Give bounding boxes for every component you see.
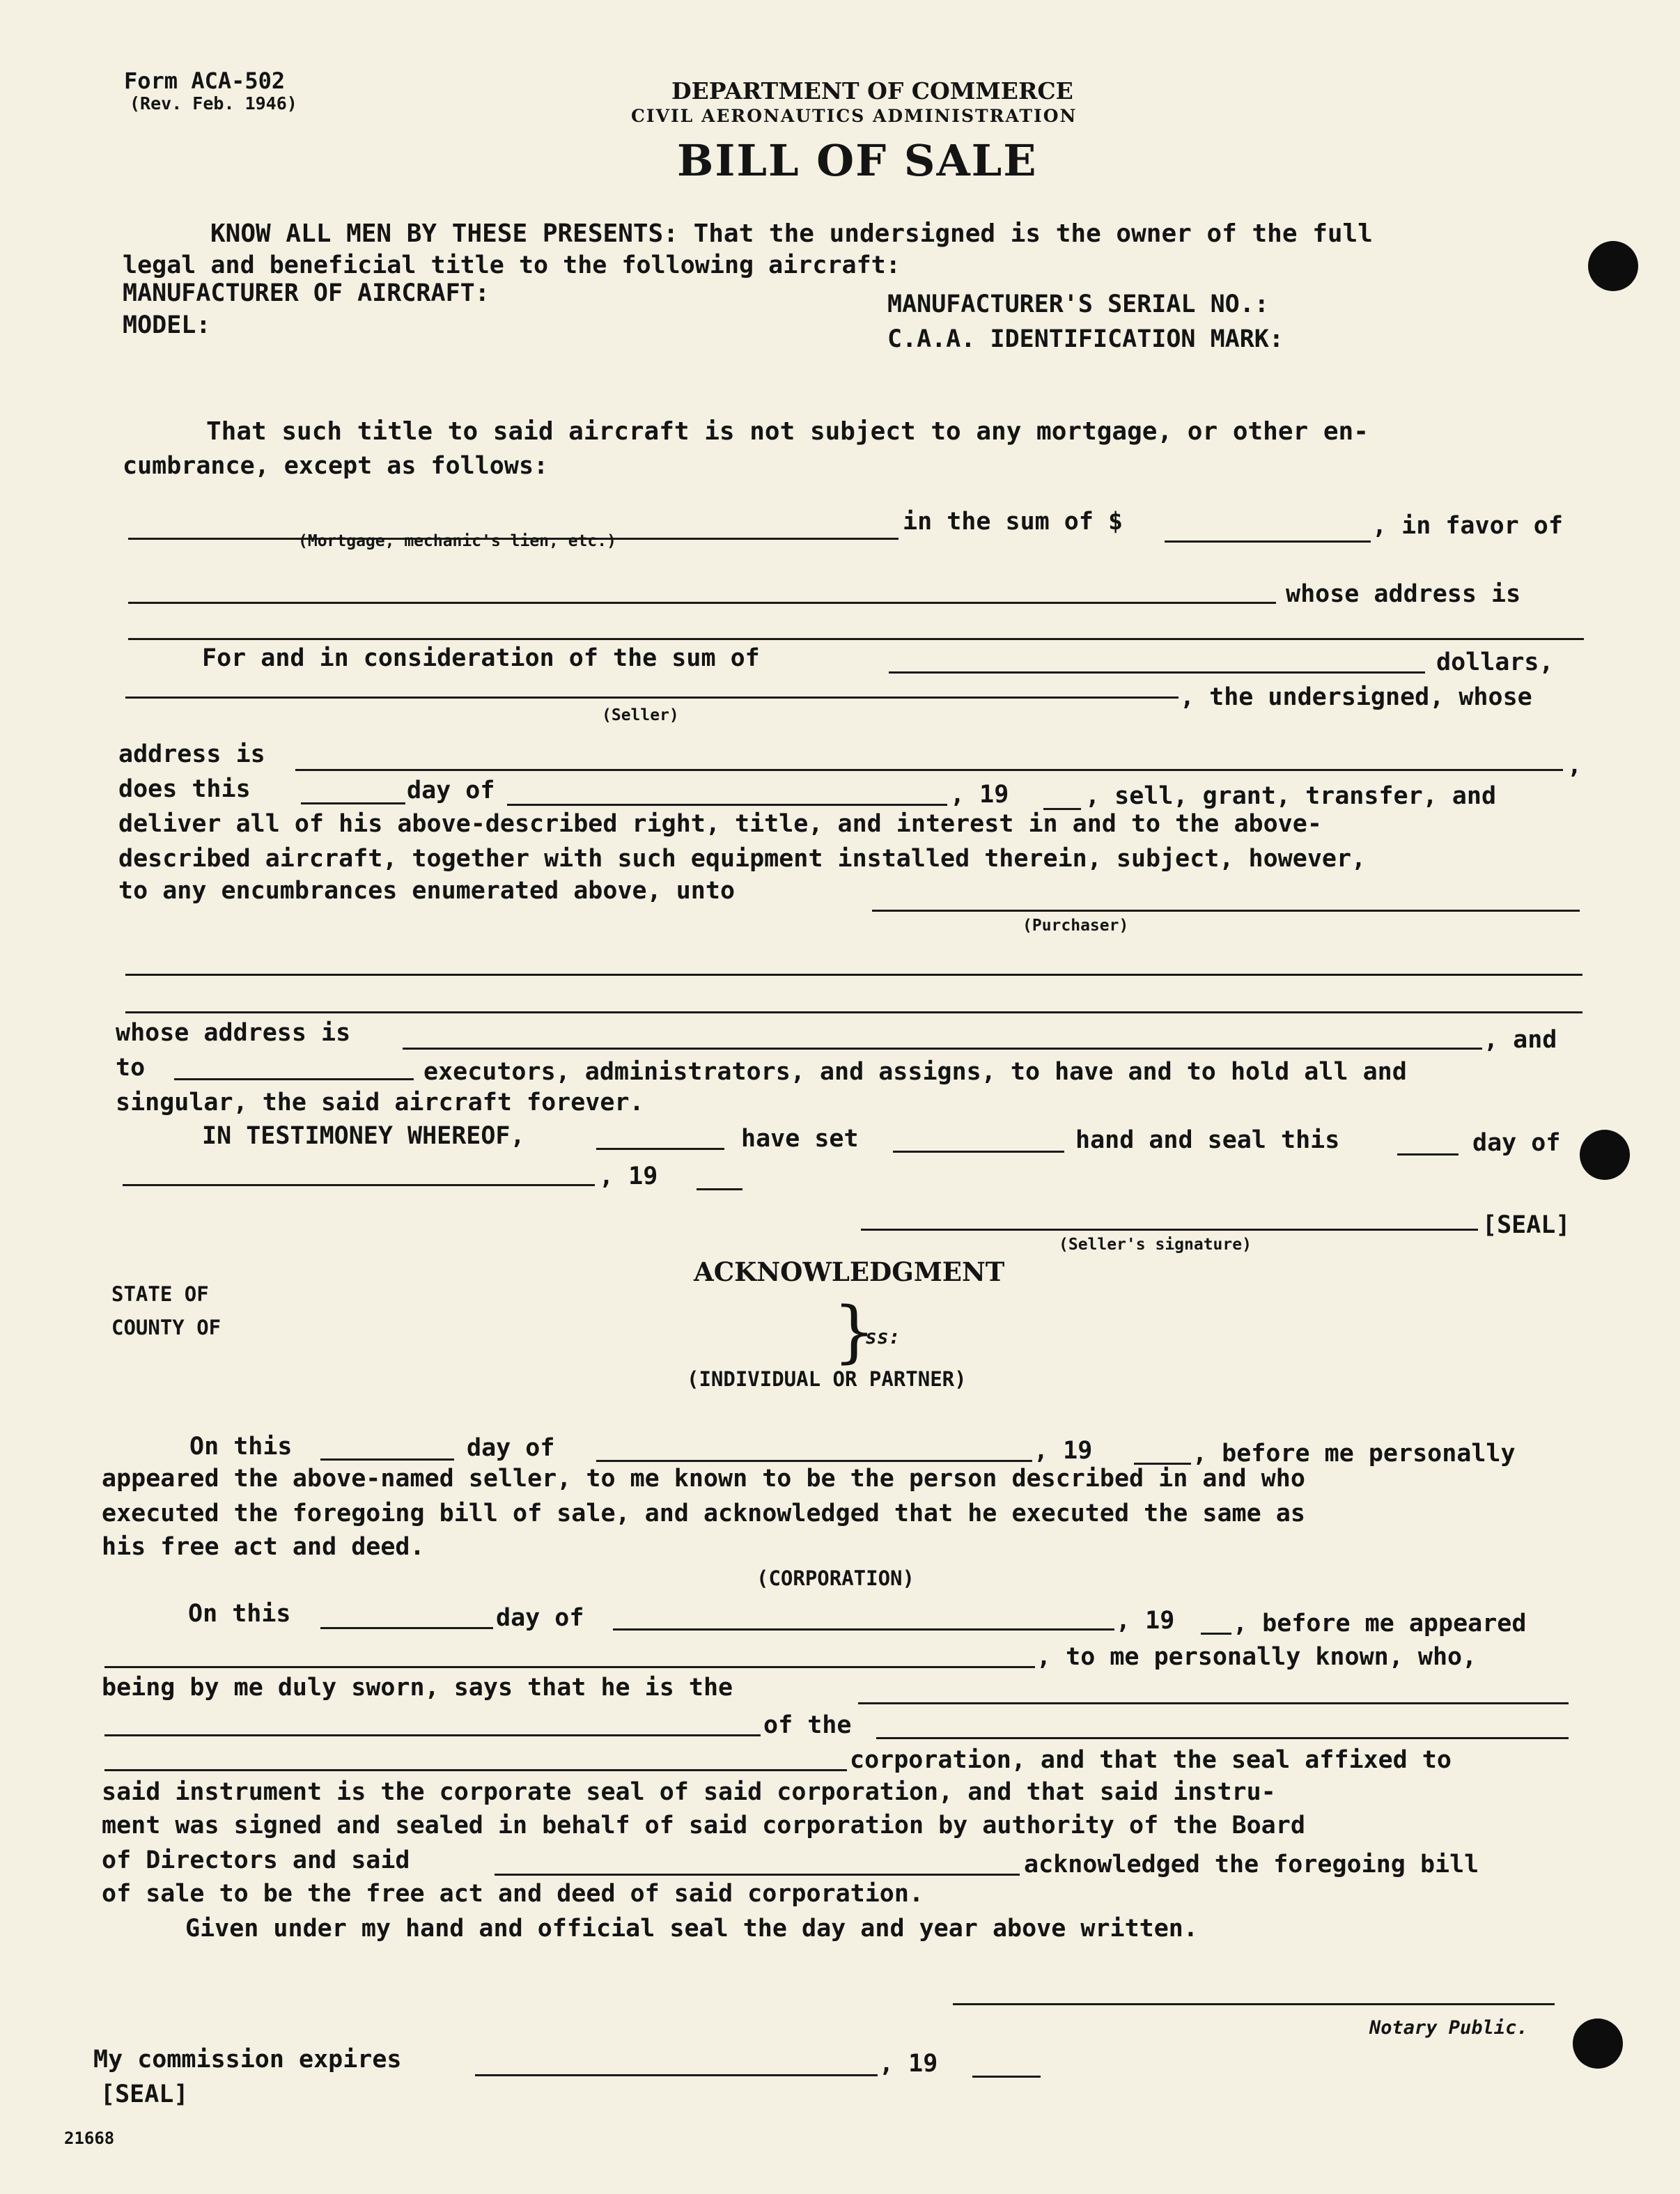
encumbrance-line-1: That such title to said aircraft is not subject to any mortgage, or other en- [206,417,1369,446]
corporation-day-of: day of [496,1604,584,1632]
testimony-day-line[interactable] [1397,1153,1459,1156]
sale-month-line[interactable] [507,804,947,806]
purchaser-caption: (Purchaser) [1022,917,1129,935]
acknowledgment-title: ACKNOWLEDGMENT [694,1257,1005,1287]
testimony-month-line[interactable] [123,1184,595,1186]
individual-line-3: executed the foregoing bill of sale, and acknowledged that he executed the same as [102,1500,1305,1527]
venue-brace: } [833,1293,876,1371]
whose-address-label: whose address is [1286,580,1521,608]
corporate-signer-line[interactable] [495,1874,1020,1876]
individual-year-prefix: , 19 [1034,1437,1093,1465]
encumbrances-line: to any encumbrances enumerated above, unto [118,877,736,905]
lienholder-address-line[interactable] [128,638,1584,640]
testimony-pronoun-line[interactable] [893,1151,1064,1153]
commission-year-prefix: , 19 [879,2050,938,2078]
footer-form-number: 21668 [64,2129,115,2148]
officer-title-line[interactable] [858,1702,1569,1704]
serial-number-label: MANUFACTURER'S SERIAL NO.: [887,290,1269,318]
seller-address-line[interactable] [295,769,1563,771]
testimony-day-of-label: day of [1472,1129,1561,1157]
corporation-line-6: ment was signed and sealed in behalf of said corporation by authority of the Board [102,1812,1305,1839]
to-label: to [116,1054,146,1082]
and-label: , and [1484,1026,1557,1054]
testimony-year-line[interactable] [697,1188,742,1190]
corporation-year-line[interactable] [1201,1633,1231,1635]
mortgage-caption: (Mortgage, mechanic's lien, etc.) [298,532,616,550]
identification-mark-label: C.A.A. IDENTIFICATION MARK: [887,325,1284,353]
individual-heading: (INDIVIDUAL OR PARTNER) [687,1367,967,1391]
sale-day-of-label: day of [407,777,495,804]
corporation-day-line[interactable] [320,1627,493,1629]
corporation-name-line-2[interactable] [104,1769,847,1771]
administration-heading: CIVIL AERONAUTICS ADMINISTRATION [631,106,1078,126]
testimony-year-prefix: , 19 [599,1162,658,1190]
individual-month-line[interactable] [596,1460,1032,1462]
seller-caption: (Seller) [602,706,679,724]
personally-known-label: , to me personally known, who, [1036,1643,1477,1671]
individual-before-me: , before me personally [1192,1440,1516,1468]
punch-hole-middle [1580,1130,1630,1180]
notary-seal-label: [SEAL] [100,2080,189,2108]
individual-day-of: day of [467,1434,555,1462]
corporation-line-8: of sale to be the free act and deed of said corporation. [102,1880,924,1908]
heirs-line[interactable] [174,1078,414,1080]
county-of-label: COUNTY OF [111,1316,221,1339]
singular-line: singular, the said aircraft forever. [116,1089,644,1117]
consideration-label: For and in consideration of the sum of [202,644,760,672]
ss-label: ss: [865,1325,901,1348]
intro-line-1: KNOW ALL MEN BY THESE PRESENTS: That the undersigned is the owner of the full [210,219,1373,248]
page-title: BILL OF SALE [677,135,1038,186]
described-line: described aircraft, together with such equipment installed therein, subject, however, [118,845,1367,873]
dollars-label: dollars, [1436,648,1554,676]
acknowledged-label: acknowledged the foregoing bill [1024,1851,1479,1878]
punch-hole-top [1588,241,1638,291]
individual-day-line[interactable] [320,1458,454,1461]
seller-name-line[interactable] [125,697,1179,699]
form-revision: (Rev. Feb. 1946) [130,93,297,114]
seller-signature-caption: (Seller's signature) [1059,1236,1252,1254]
purchaser-address-line[interactable] [403,1048,1482,1050]
undersigned-label: , the undersigned, whose [1180,683,1532,711]
sell-grant-label: , sell, grant, transfer, and [1085,782,1497,810]
corporation-name-line[interactable] [876,1737,1569,1739]
testimoney-label: IN TESTIMONEY WHEREOF, [202,1122,525,1150]
hand-seal-label: hand and seal this [1075,1126,1340,1154]
corporation-line-5: said instrument is the corporate seal of said corporation, and that said instru- [102,1778,1276,1806]
seller-seal-label: [SEAL] [1482,1211,1571,1239]
sale-year-prefix: , 19 [950,781,1009,809]
sum-label: in the sum of $ [903,508,1123,536]
state-of-label: STATE OF [111,1282,209,1306]
punch-hole-bottom [1573,2018,1623,2069]
purchaser-name-line[interactable] [872,910,1580,912]
given-under-label: Given under my hand and official seal the day and year above written. [185,1915,1198,1943]
deliver-line: deliver all of his above-described right, title, and interest in and to the above- [118,810,1322,838]
notary-signature-line[interactable] [953,2003,1555,2005]
commission-year-line[interactable] [972,2076,1041,2078]
intro-line-2: legal and beneficial title to the following aircraft: [123,251,901,279]
seller-address-comma: , [1567,752,1582,779]
seller-signature-line[interactable] [861,1229,1478,1231]
being-sworn-label: being by me duly sworn, says that he is the [102,1674,733,1702]
encumbrance-line-2: cumbrance, except as follows: [123,452,549,480]
seller-address-label: address is [118,740,265,768]
in-favor-label: , in favor of [1372,512,1563,540]
form-number: Form ACA-502 [124,68,286,94]
department-heading: DEPARTMENT OF COMMERCE [671,77,1073,104]
corporation-before-me: , before me appeared [1233,1610,1527,1637]
corporate-officer-name-line[interactable] [104,1666,1035,1668]
corporation-seal-label: corporation, and that the seal affixed to [850,1746,1452,1774]
corporation-year-prefix: , 19 [1116,1607,1175,1635]
notary-public-caption: Notary Public. [1369,2017,1528,2039]
does-this-label: does this [118,775,251,803]
model-label: MODEL: [123,311,211,339]
corporation-on-this: On this [188,1600,291,1628]
of-the-label: of the [763,1711,852,1739]
corporation-heading: (CORPORATION) [756,1566,915,1590]
purchaser-address-label: whose address is [116,1019,351,1047]
purchaser-line-2[interactable] [125,974,1582,976]
of-directors-label: of Directors and said [102,1846,410,1874]
sale-day-line[interactable] [301,802,405,804]
consideration-amount-line[interactable] [889,671,1425,674]
have-set-label: have set [741,1125,859,1153]
purchaser-line-3[interactable] [125,1011,1582,1013]
manufacturer-label: MANUFACTURER OF AIRCRAFT: [123,279,490,307]
individual-line-4: his free act and deed. [102,1533,425,1561]
individual-line-2: appeared the above-named seller, to me known to be the person described in and who [102,1465,1305,1493]
executors-label: executors, administrators, and assigns, to have and to hold all and [423,1058,1407,1086]
lienholder-line[interactable] [128,602,1276,604]
commission-expires-label: My commission expires [93,2046,402,2074]
commission-date-line[interactable] [475,2074,878,2076]
corporation-month-line[interactable] [613,1628,1114,1631]
testimony-party-line[interactable] [596,1148,724,1150]
individual-on-this: On this [189,1433,293,1461]
officer-title-line-2[interactable] [104,1734,761,1736]
sum-amount-line[interactable] [1165,540,1371,543]
